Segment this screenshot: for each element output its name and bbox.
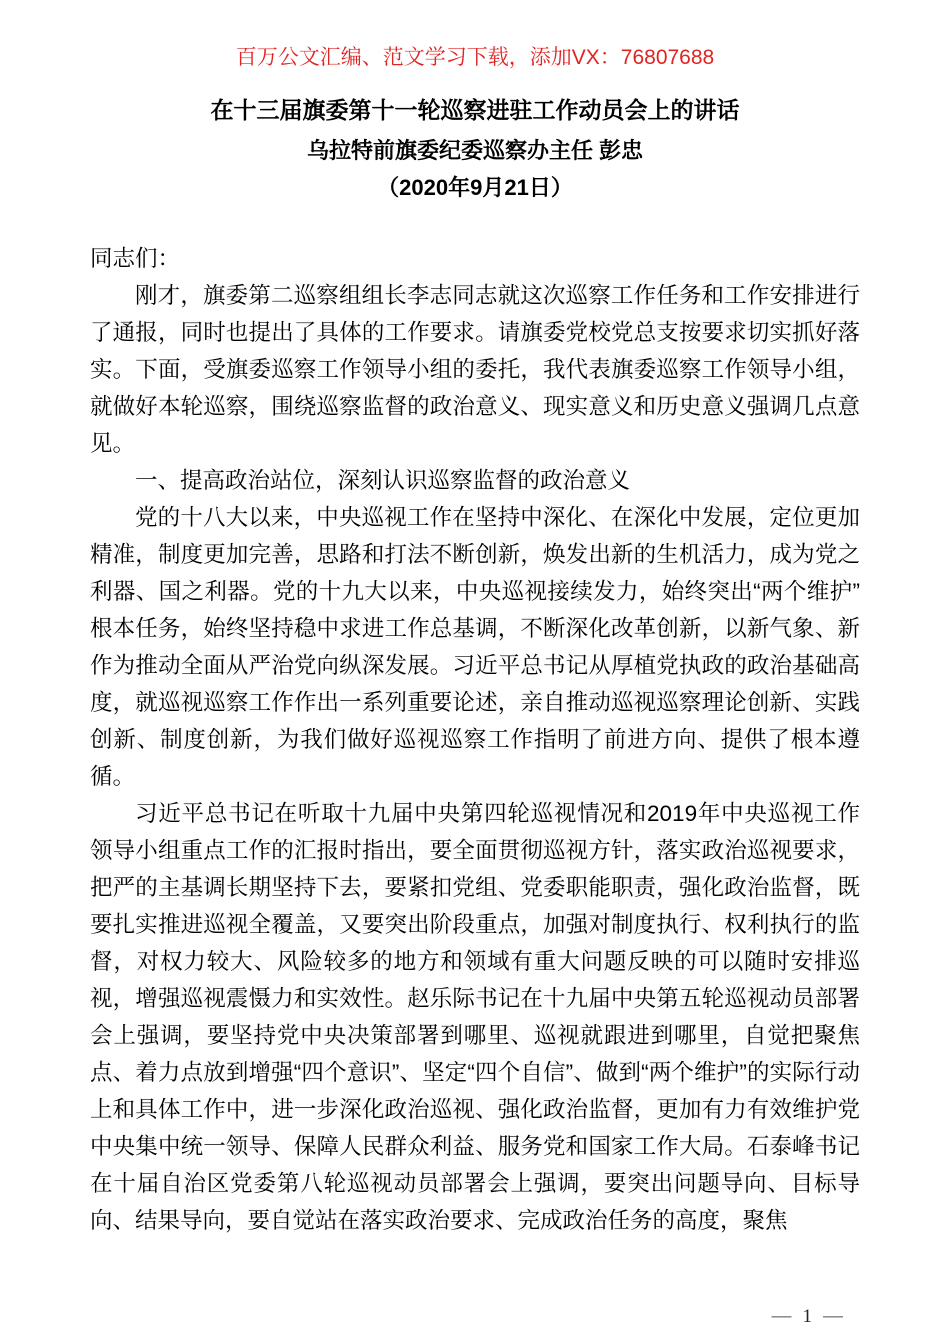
page-number-value: 1 (802, 1306, 812, 1327)
salutation: 同志们： (90, 246, 181, 271)
ad-banner-text: 百万公文汇编、范文学习下载，添加VX：76807688 (235, 46, 715, 69)
page-number-dash-right: — (823, 1305, 843, 1327)
paragraph-intro: 刚才，旗委第二巡察组组长李志同志就这次巡察工作任务和工作安排进行了通报，同时也提出了具体的工作要求。请旗委党校党总支按要求切实抓好落实。下面，受旗委巡察工作领导小组的委托，我代表旗委巡察工作领导小组，就做好本轮巡察，围绕巡察监督的政治意义、现实意义和历史意义强调几点意见。 (90, 283, 860, 456)
page-number-dash-left: — (771, 1305, 792, 1327)
document-title: 在十三届旗委第十一轮巡察进驻工作动员会上的讲话 (210, 97, 740, 123)
author-line: 乌拉特前旗委纪委巡察办主任 彭忠 (306, 138, 644, 163)
date-line: （2020年9月21日） (377, 175, 573, 200)
document-body (90, 240, 860, 1239)
paragraph-1: 党的十八大以来，中央巡视工作在坚持中深化、在深化中发展，定位更加精准，制度更加完善，思路和打法不断创新，焕发出新的生机活力，成为党之利器、国之利器。党的十九大以来，中央巡视接续发力，始终突出“两个维护”根本任务，始终坚持稳中求进工作总基调，不断深化改革创新，以新气象、新作为推动全面从严治党向纵深发展。习近平总书记从厚植党执政的政治基础高度，就巡视巡察工作作出一系列重要论述，亲自推动巡视巡察理论创新、实践创新、制度创新，为我们做好巡视巡察工作指明了前进方向、提供了根本遵循。 (90, 505, 860, 789)
paragraph-2: 习近平总书记在听取十九届中央第四轮巡视情况和2019年中央巡视工作领导小组重点工作的汇报时指出，要全面贯彻巡视方针，落实政治巡视要求，把严的主基调长期坚持下去，要紧扣党组、党委职能职责，强化政治监督，既要扎实推进巡视全覆盖，又要突出阶段重点，加强对制度执行、权利执行的监督，对权力较大、风险较多的地方和领域有重大问题反映的可以随时安排巡视，增强巡视震慑力和实效性。赵乐际书记在十九届中央第五轮巡视动员部署会上强调，要坚持党中央决策部署到哪里、巡视就跟进到哪里，自觉把聚焦点、着力点放到增强“四个意识”、坚定“四个自信”、做到“两个维护”的实际行动上和具体工作中，进一步深化政治巡视、强化政治监督，更加有力有效维护党中央集中统一领导、保障人民群众利益、服务党和国家工作大局。石泰峰书记在十届自治区党委第八轮巡视动员部署会上强调，要突出问题导向、目标导向、结果导向，要自觉站在落实政治要求、完成政治任务的高度，聚焦 (90, 801, 860, 1233)
page-number (772, 1306, 844, 1327)
section-heading-1: 一、提高政治站位，深刻认识巡察监督的政治意义 (135, 468, 631, 493)
